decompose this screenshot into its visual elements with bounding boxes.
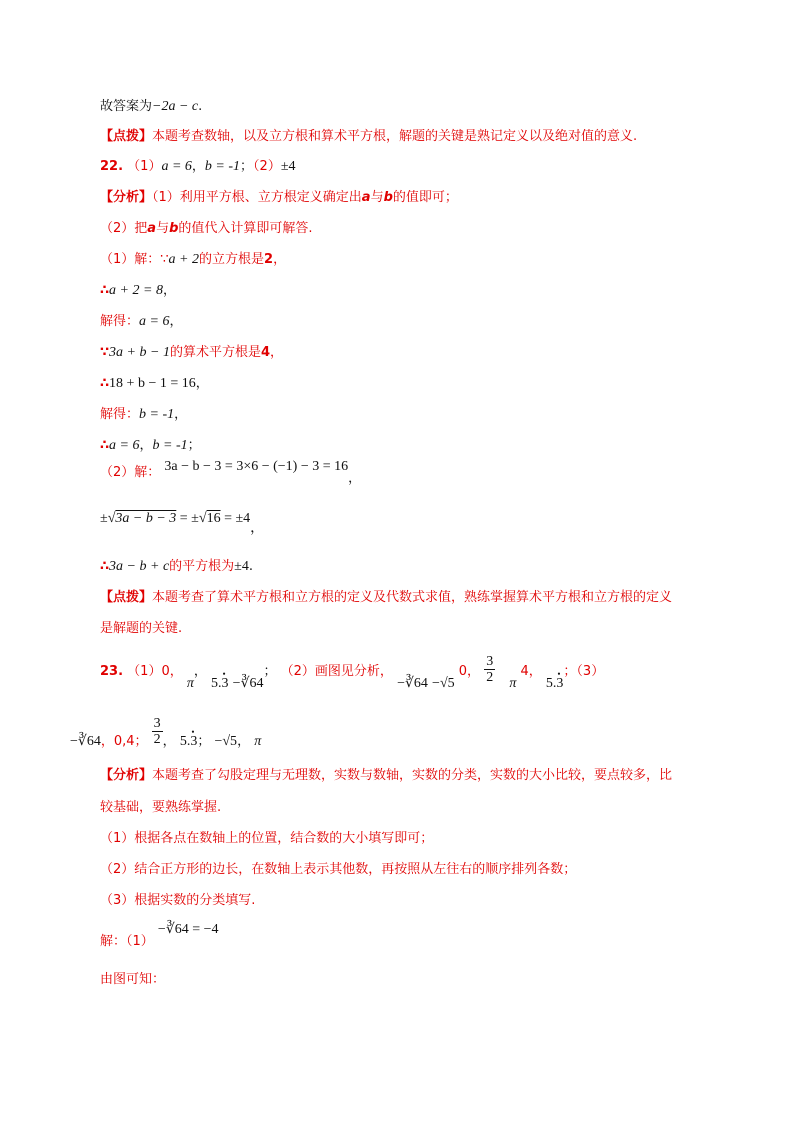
solution-line: （2）解： 3a − b − 3 = 3×6 − (−1) − 3 = 16， [100,459,362,486]
tip-line: 【点拨】本题考查数轴，以及立方根和算术平方根，解题的关键是熟记定义以及绝对值的意义. [100,129,638,144]
question-23-answer-continued: −∛64，0,4； $\frac{3}{2}$ ， 5.• 3； −√5， π [70,726,261,757]
question-number: 23. [100,664,124,679]
solution-line: ∴3a − b + c的平方根为±4. [100,559,253,574]
repeating-decimal-dot: • 3 [556,675,563,693]
question-22-answer: 22. （1）a = 6，b = -1；（2）±4 [100,159,296,174]
solution-line: 解：（1） −∛64 = −4 [100,922,219,949]
solution-line: 解得：a = 6， [100,314,183,329]
question-number: 22. [100,159,124,174]
tip-line: 【点拨】本题考查了算术平方根和立方根的定义及代数式求值，熟练掌握算术平方根和立方根的定义 [100,590,673,605]
solution-line: 解得：b = -1， [100,407,188,422]
square-root-line: ±√3a − b − 3 = ±√16 = ±4， [100,511,265,536]
tip-tag: 【点拨】 [100,129,153,144]
repeating-decimal-dot: • 3 [222,675,229,693]
solution-line: ∴a = 6，b = -1； [100,438,201,453]
analysis-step-3: （3）根据实数的分类填写. [100,893,256,908]
fraction: $\frac{3}{2}$ [486,654,494,685]
analysis-tag: 【分析】 [100,768,153,783]
sqrt-symbol: √ [107,511,116,526]
solution-line: （1）解：∵a + 2的立方根是2， [100,252,287,267]
solution-line: 由图可知： [100,972,166,987]
question-23-answer: 23. （1）0， π， 5.• 3 −∛64； （2）画图见分析， −∛64 −√5 0， $\frac{3}{2}$ π 4， 5.• 3；（3） [100,656,604,687]
sqrt-symbol: √ [198,511,207,526]
analysis-step-2: （2）结合正方形的边长，在数轴上表示其他数，再按照从左往右的顺序排列各数； [100,862,577,877]
analysis-line: 【分析】本题考查了勾股定理与无理数，实数与数轴，实数的分类，实数的大小比较，要点较多，比 [100,768,673,783]
solution-line: ∴18 + b − 1 = 16， [100,376,209,391]
math-expression: 3a − b − 3 = 3×6 − (−1) − 3 = 16 [164,459,349,474]
analysis-step-2: （2）把a与b的值代入计算即可解答. [100,221,313,236]
solution-line: ∵3a + b − 1的算术平方根是4， [100,345,284,360]
solution-line: ∴a + 2 = 8， [100,283,176,298]
repeating-decimal-dot: • 3 [190,733,197,751]
math-expression: −2a − c [152,99,199,114]
analysis-line-continued: 较基础，要熟练掌握. [100,800,222,815]
fraction: $\frac{3}{2}$ [153,716,161,747]
analysis-tag: 【分析】 [100,190,153,205]
tip-tag: 【点拨】 [100,590,153,605]
answer-line: 故答案为−2a − c. [100,99,203,114]
tip-line-continued: 是解题的关键. [100,621,183,636]
analysis-line: 【分析】（1）利用平方根、立方根定义确定出a与b的值即可； [100,190,458,205]
analysis-step-1: （1）根据各点在数轴上的位置，结合数的大小填写即可； [100,831,434,846]
